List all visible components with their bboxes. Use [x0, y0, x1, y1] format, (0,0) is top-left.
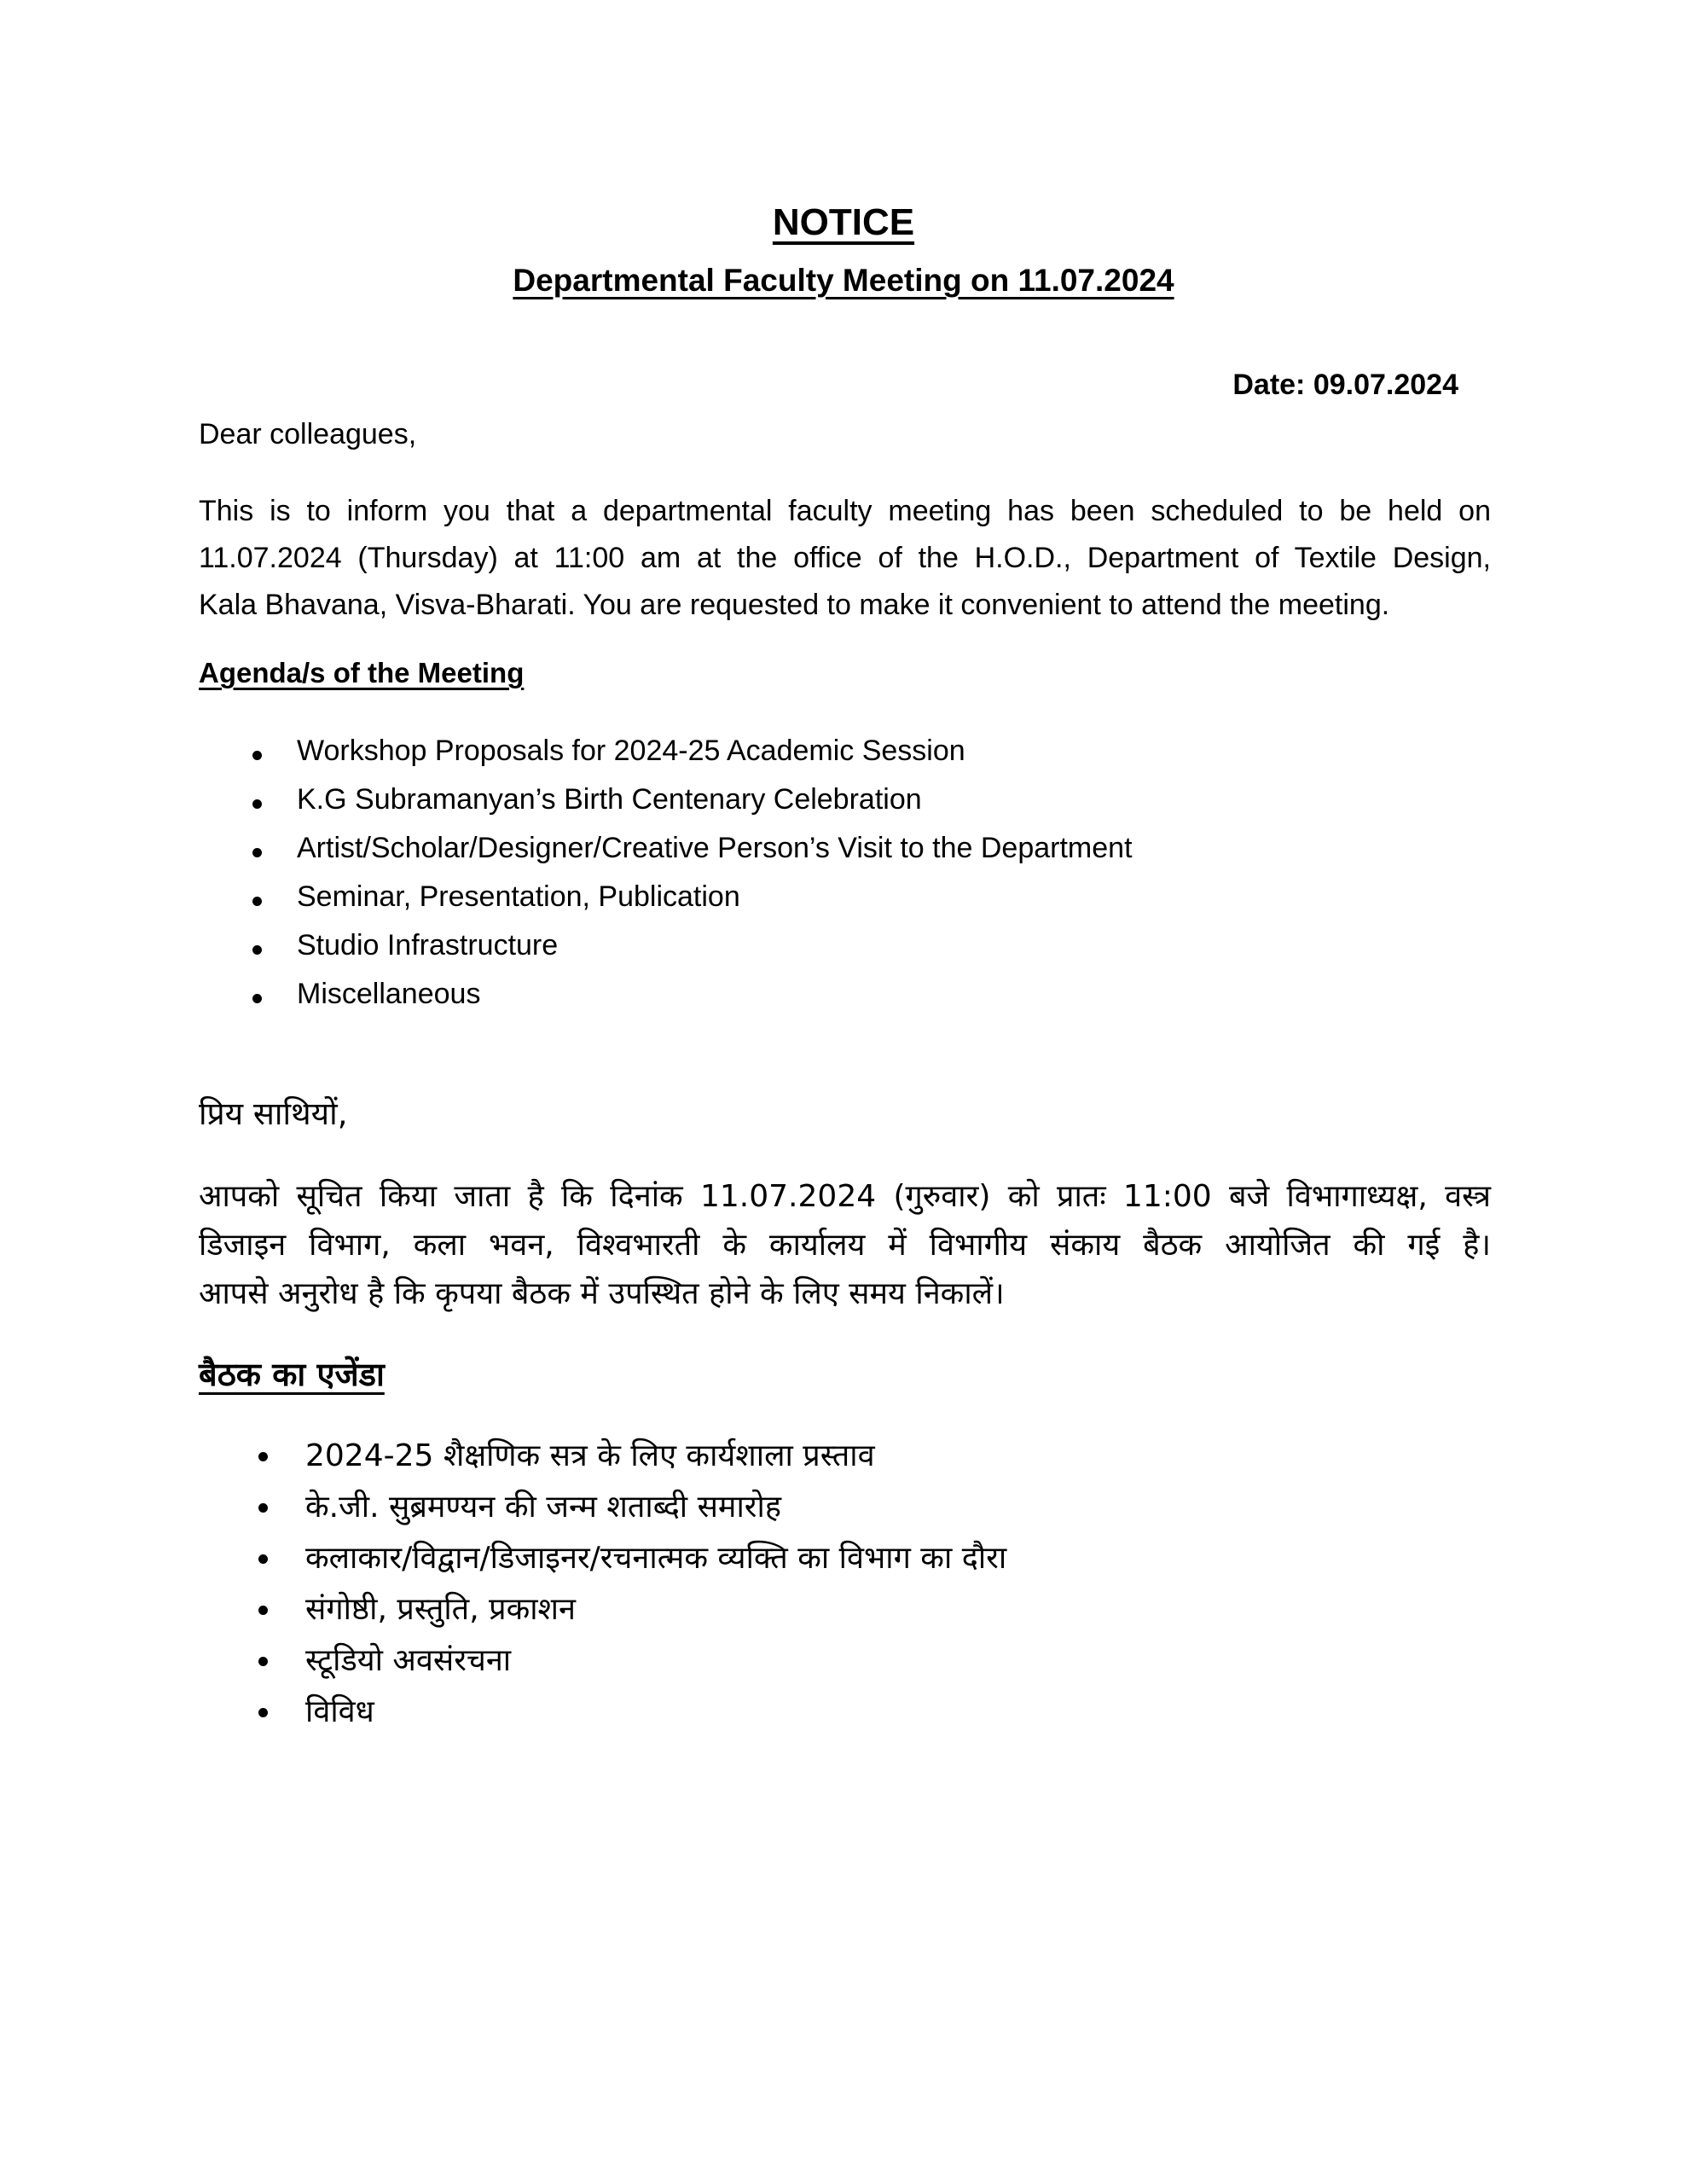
agenda-item-text: Studio Infrastructure [297, 929, 559, 961]
bullet-icon [258, 1657, 268, 1666]
bullet-icon [258, 1452, 268, 1461]
agenda-item-text: के.जी. सुब्रमण्यन की जन्म शताब्दी समारोह [305, 1490, 781, 1525]
agenda-item-text: Workshop Proposals for 2024-25 Academic Session [297, 735, 965, 767]
agenda-item-text: K.G Subramanyan’s Birth Centenary Celebration [297, 783, 922, 816]
hindi-paragraph-line: आपको सूचित किया जाता है कि दिनांक 11.07.2024 (गुरुवार) को प्रातः 11:00 बजे विभागाध्यक्ष, वस्त्र [199, 1179, 1491, 1214]
bullet-icon [258, 1708, 268, 1717]
english-paragraph [199, 488, 1491, 629]
agenda-item-text: Artist/Scholar/Designer/Creative Person’s Visit to the Department [297, 832, 1133, 864]
bullet-icon [252, 751, 262, 760]
bullet-icon [252, 799, 262, 809]
english-salutation: Dear colleagues, [199, 418, 417, 450]
notice-title: NOTICE [772, 201, 915, 243]
english-paragraph-line: 11.07.2024 (Thursday) at 11:00 am at the office of the H.O.D., Department of Textile Design, [199, 542, 1491, 574]
hindi-paragraph [199, 1172, 1491, 1318]
bullet-icon [258, 1503, 268, 1513]
agenda-item-text: कलाकार/विद्वान/डिजाइनर/रचनात्मक व्यक्ति का विभाग का दौरा [305, 1541, 1007, 1576]
agenda-item-text: विविध [305, 1694, 374, 1729]
agenda-item-text: संगोष्ठी, प्रस्तुति, प्रकाशन [305, 1592, 576, 1627]
english-agenda-heading: Agenda/s of the Meeting [199, 657, 525, 688]
bullet-icon [252, 945, 262, 955]
hindi-paragraph-line: डिजाइन विभाग, कला भवन, विश्वभारती के कार्यालय में विभागीय संकाय बैठक आयोजित की गई है। [199, 1228, 1491, 1263]
hindi-agenda-heading: बैठक का एजेंडा [199, 1356, 385, 1393]
agenda-item-text: Miscellaneous [297, 978, 481, 1010]
agenda-item-text: स्टूडियो अवसंरचना [305, 1643, 512, 1678]
bullet-icon [252, 848, 262, 857]
agenda-item-text: Seminar, Presentation, Publication [297, 880, 740, 913]
notice-subtitle: Departmental Faculty Meeting on 11.07.2024 [513, 263, 1174, 298]
agenda-item-text: 2024-25 शैक्षणिक सत्र के लिए कार्यशाला प्रस्ताव [305, 1438, 875, 1473]
bullet-icon [258, 1606, 268, 1615]
notice-date: Date: 09.07.2024 [1232, 369, 1458, 401]
bullet-icon [258, 1554, 268, 1564]
hindi-salutation: प्रिय साथियों, [199, 1095, 348, 1132]
bullet-icon [252, 994, 262, 1003]
english-paragraph-line: Kala Bhavana, Visva-Bharati. You are requested to make it convenient to attend the meeting. [199, 589, 1390, 621]
bullet-icon [252, 897, 262, 906]
english-paragraph-line: This is to inform you that a departmental faculty meeting has been scheduled to be held on [199, 495, 1491, 527]
hindi-paragraph-line: आपसे अनुरोध है कि कृपया बैठक में उपस्थित होने के लिए समय निकालें। [199, 1276, 1005, 1311]
